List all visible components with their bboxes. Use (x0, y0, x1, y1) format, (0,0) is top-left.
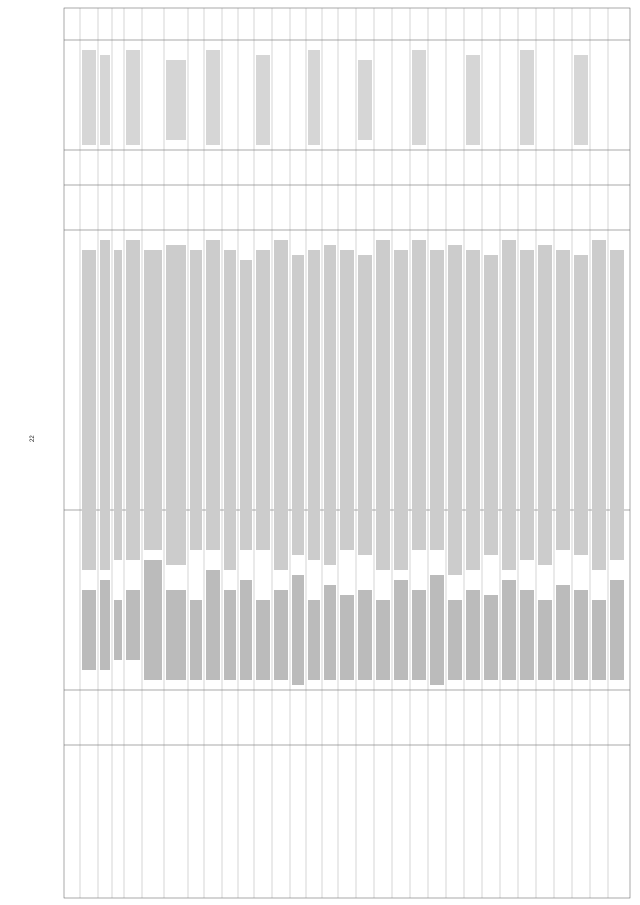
page-number: 22 (30, 435, 36, 442)
